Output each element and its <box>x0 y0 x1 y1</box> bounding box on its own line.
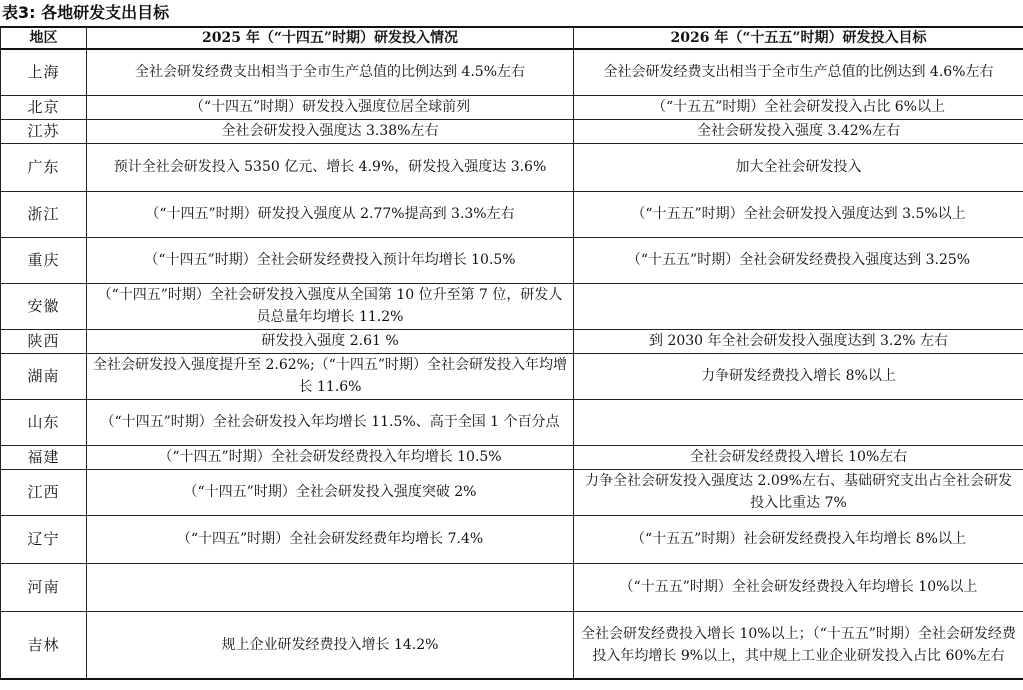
region-cell: 江西 <box>1 469 87 515</box>
cell-2026 <box>574 283 1023 329</box>
region-cell: 福建 <box>1 445 87 469</box>
cell-2025: 研发投入强度 2.61 % <box>87 329 574 353</box>
cell-2025 <box>87 563 574 611</box>
region-cell: 上海 <box>1 49 87 95</box>
cell-2025: （“十四五”时期）全社会研发经费投入预计年均增长 10.5% <box>87 237 574 283</box>
table-row <box>1 143 1023 191</box>
region-cell: 浙江 <box>1 191 87 237</box>
region-cell: 安徽 <box>1 283 87 329</box>
cell-2026: 全社会研发经费投入增长 10%左右 <box>574 445 1023 469</box>
table-title: 表3: 各地研发支出目标 <box>2 3 170 22</box>
cell-2026: （“十五五”时期）社会研发经费投入年均增长 8%以上 <box>574 515 1023 563</box>
table-row <box>1 399 1023 445</box>
table-row <box>1 329 1023 353</box>
cell-2025: 预计全社会研发投入 5350 亿元、增长 4.9%，研发投入强度达 3.6% <box>87 143 574 191</box>
table-row <box>1 469 1023 515</box>
region-cell: 北京 <box>1 95 87 119</box>
cell-2026: 到 2030 年全社会研发投入强度达到 3.2% 左右 <box>574 329 1023 353</box>
table-row <box>1 191 1023 237</box>
region-cell: 陕西 <box>1 329 87 353</box>
cell-2026: 全社会研发经费支出相当于全市生产总值的比例达到 4.6%左右 <box>574 49 1023 95</box>
cell-2026: 力争研发经费投入增长 8%以上 <box>574 353 1023 399</box>
cell-2026: （“十五五”时期）全社会研发经费投入年均增长 10%以上 <box>574 563 1023 611</box>
cell-2026: 加大全社会研发投入 <box>574 143 1023 191</box>
header-2025: 2025 年（“十四五”时期）研发投入情况 <box>87 27 574 49</box>
header-2026: 2026 年（“十五五”时期）研发投入目标 <box>574 27 1023 49</box>
cell-2026 <box>574 399 1023 445</box>
cell-2025: （“十四五”时期）全社会研发投入强度从全国第 10 位升至第 7 位，研发人员总量年均增长 11.2% <box>87 283 574 329</box>
cell-2026: 全社会研发投入强度 3.42%左右 <box>574 119 1023 143</box>
table-row <box>1 49 1023 95</box>
region-cell: 广东 <box>1 143 87 191</box>
region-cell: 湖南 <box>1 353 87 399</box>
cell-2025: 全社会研发经费支出相当于全市生产总值的比例达到 4.5%左右 <box>87 49 574 95</box>
cell-2025: （“十四五”时期）研发投入强度从 2.77%提高到 3.3%左右 <box>87 191 574 237</box>
cell-2025: （“十四五”时期）研发投入强度位居全球前列 <box>87 95 574 119</box>
cell-2025: 全社会研发投入强度达 3.38%左右 <box>87 119 574 143</box>
table-row <box>1 563 1023 611</box>
region-cell: 吉林 <box>1 611 87 679</box>
cell-2026: 力争全社会研发投入强度达 2.09%左右、基础研究支出占全社会研发投入比重达 7% <box>574 469 1023 515</box>
region-cell: 山东 <box>1 399 87 445</box>
table-row <box>1 515 1023 563</box>
table-row <box>1 353 1023 399</box>
header-region: 地区 <box>1 27 87 49</box>
cell-2026: 全社会研发经费投入增长 10%以上；（“十五五”时期）全社会研发经费投入年均增长 9%以上，其中规上工业企业研发投入占比 60%左右 <box>574 611 1023 679</box>
header-row <box>1 27 1023 49</box>
cell-2026: （“十五五”时期）全社会研发经费投入强度达到 3.25% <box>574 237 1023 283</box>
cell-2026: （“十五五”时期）全社会研发投入占比 6%以上 <box>574 95 1023 119</box>
table-row <box>1 445 1023 469</box>
cell-2025: （“十四五”时期）全社会研发经费年均增长 7.4% <box>87 515 574 563</box>
region-cell: 河南 <box>1 563 87 611</box>
cell-2025: （“十四五”时期）全社会研发经费投入年均增长 10.5% <box>87 445 574 469</box>
cell-2025: 全社会研发投入强度提升至 2.62%;（“十四五”时期）全社会研发投入年均增长 11.6% <box>87 353 574 399</box>
cell-2025: （“十四五”时期）全社会研发投入年均增长 11.5%、高于全国 1 个百分点 <box>87 399 574 445</box>
cell-2025: 规上企业研发经费投入增长 14.2% <box>87 611 574 679</box>
table-row <box>1 283 1023 329</box>
region-cell: 江苏 <box>1 119 87 143</box>
table-row <box>1 611 1023 679</box>
table-row <box>1 119 1023 143</box>
region-cell: 辽宁 <box>1 515 87 563</box>
cell-2026: （“十五五”时期）全社会研发投入强度达到 3.5%以上 <box>574 191 1023 237</box>
table-row <box>1 237 1023 283</box>
region-cell: 重庆 <box>1 237 87 283</box>
cell-2025: （“十四五”时期）全社会研发投入强度突破 2% <box>87 469 574 515</box>
rd-targets-table <box>0 26 1023 680</box>
table-row <box>1 95 1023 119</box>
